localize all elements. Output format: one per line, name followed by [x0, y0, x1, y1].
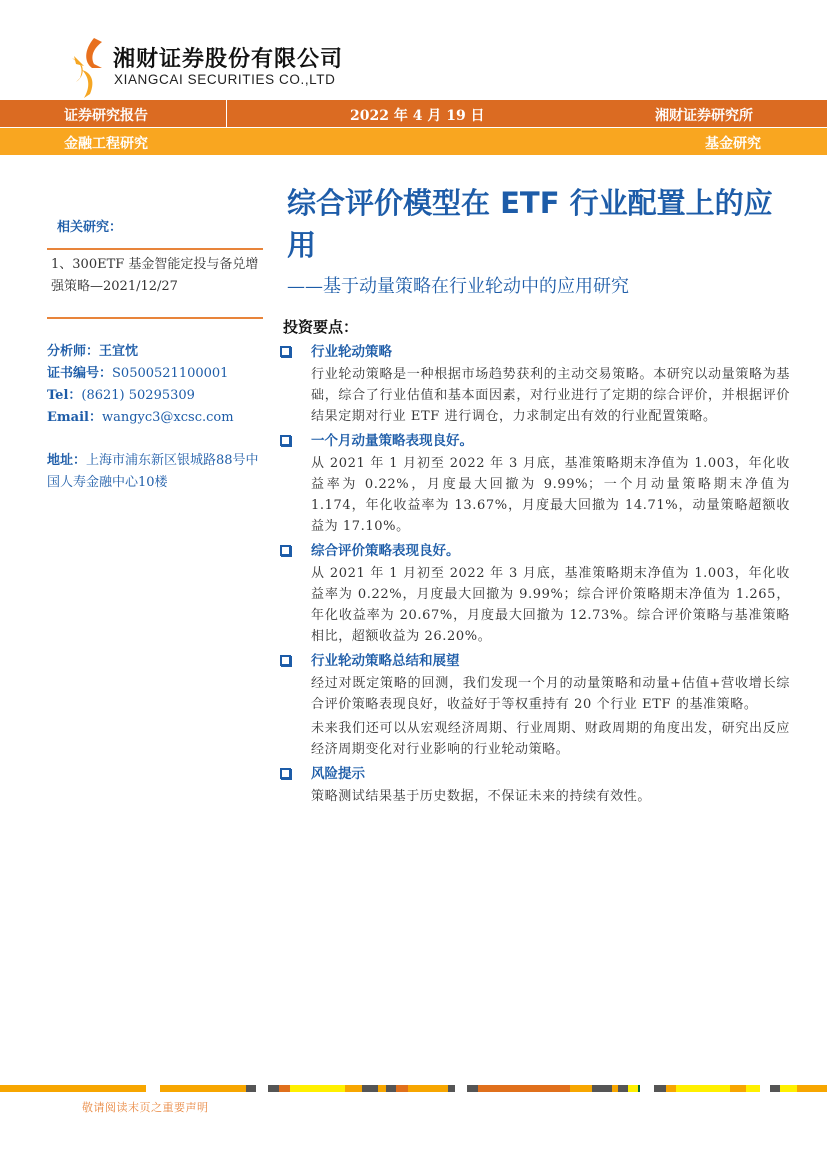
- checkbox-bullet-icon: [280, 435, 291, 446]
- analyst-label: 分析师：: [47, 344, 100, 359]
- section-header: [280, 763, 790, 785]
- checkbox-bullet-icon: [280, 768, 291, 779]
- subcategory: 基金研究: [705, 136, 761, 152]
- institute: 湘财证券研究所: [655, 108, 753, 124]
- main-content: [280, 182, 790, 810]
- company-name-cn: 湘财证券股份有限公司: [113, 47, 344, 72]
- checkbox-bullet-icon: [280, 655, 291, 666]
- company-name-en: XIANGCAI SECURITIES CO.,LTD: [114, 72, 336, 87]
- section-heading: 行业轮动策略总结和展望: [311, 653, 460, 669]
- sidebar: [47, 218, 263, 494]
- report-date: 2022 年 4 月 19 日: [350, 108, 485, 124]
- paragraph: 从 2021 年 1 月初至 2022 年 3 月底，基准策略期末净值为 1.003，年化收益率为 0.22%，月度最大回撤为 9.99%；综合评价策略期末净值为 1.265，年化收益率为 20.67%，月度最大回撤为 12.73%。综合评价策略与基准策略相比，超额收益为 26.20%。: [311, 566, 790, 644]
- company-logo: [72, 38, 106, 98]
- section-header: [280, 430, 790, 452]
- analyst: [47, 341, 263, 363]
- paragraph: 行业轮动策略是一种根据市场趋势获利的主动交易策略。本研究以动量策略为基础，综合了行业估值和基本面因素，对行业进行了定期的综合评价，并根据评价结果定期对行业 ETF 进行调仓，力求制定出有效的行业配置策略。: [311, 367, 790, 424]
- cert: [47, 363, 263, 385]
- section: [280, 540, 790, 647]
- cert-label: 证书编号：: [47, 366, 113, 381]
- tel: [47, 385, 263, 407]
- category: 金融工程研究: [64, 136, 148, 152]
- key-points-heading: 投资要点：: [283, 318, 359, 336]
- paragraph: 策略测试结果基于历史数据，不保证未来的持续有效性。: [311, 789, 652, 804]
- related-heading: 相关研究：: [57, 220, 123, 235]
- header-bar: [0, 100, 827, 127]
- section: [280, 763, 790, 807]
- divider: [226, 100, 227, 127]
- email-value[interactable]: wangyc3@xcsc.com: [101, 410, 234, 425]
- email-label: Email：: [47, 410, 102, 425]
- address-value: 上海市浦东新区银城路88号中国人寿金融中心10楼: [47, 453, 259, 490]
- section-heading: 一个月动量策略表现良好。: [311, 433, 473, 449]
- section: [280, 430, 790, 537]
- cert-value: S0500521100001: [112, 366, 229, 381]
- analyst-info: [47, 341, 263, 494]
- paragraph: 未来我们还可以从宏观经济周期、行业周期、财政周期的角度出发，研究出反应经济周期变化对行业影响的行业轮动策略。: [311, 721, 790, 757]
- report-title: 综合评价模型在 ETF 行业配置上的应用: [287, 186, 773, 262]
- footer-stripes: [0, 1085, 827, 1092]
- section-header: [280, 540, 790, 562]
- report-type: 证券研究报告: [64, 108, 148, 124]
- paragraph: 经过对既定策略的回测，我们发现一个月的动量策略和动量+估值+营收增长综合评价策略表现良好，收益好于等权重持有 20 个行业 ETF 的基准策略。: [311, 676, 790, 712]
- paragraph: 从 2021 年 1 月初至 2022 年 3 月底，基准策略期末净值为 1.003，年化收益率为 0.22%，月度最大回撤为 9.99%；一个月动量策略期末净值为 1.174，年化收益率为 13.67%，月度最大回撤为 14.71%，动量策略超额收益为 17.10%。: [311, 456, 790, 534]
- email: [47, 407, 263, 429]
- report-subtitle: ——基于动量策略在行业轮动中的应用研究: [287, 276, 629, 297]
- tel-label: Tel：: [47, 388, 82, 403]
- disclaimer-notice: 敬请阅读末页之重要声明: [82, 1101, 209, 1114]
- checkbox-bullet-icon: [280, 545, 291, 556]
- section-heading: 行业轮动策略: [311, 344, 392, 360]
- section-heading: 综合评价策略表现良好。: [311, 543, 460, 559]
- section-heading: 风险提示: [311, 766, 365, 782]
- section-header: [280, 341, 790, 363]
- category-bar: [0, 128, 827, 155]
- related-item[interactable]: 1、300ETF 基金智能定投与备兑增强策略—2021/12/27: [51, 257, 259, 294]
- address: [47, 450, 263, 494]
- section-header: [280, 650, 790, 672]
- section: [280, 650, 790, 760]
- checkbox-bullet-icon: [280, 346, 291, 357]
- divider: [47, 248, 263, 250]
- tel-value: (8621) 50295309: [81, 388, 195, 403]
- address-label: 地址：: [47, 453, 87, 468]
- section: [280, 341, 790, 427]
- analyst-name: 王宜忱: [99, 344, 139, 359]
- divider: [47, 317, 263, 319]
